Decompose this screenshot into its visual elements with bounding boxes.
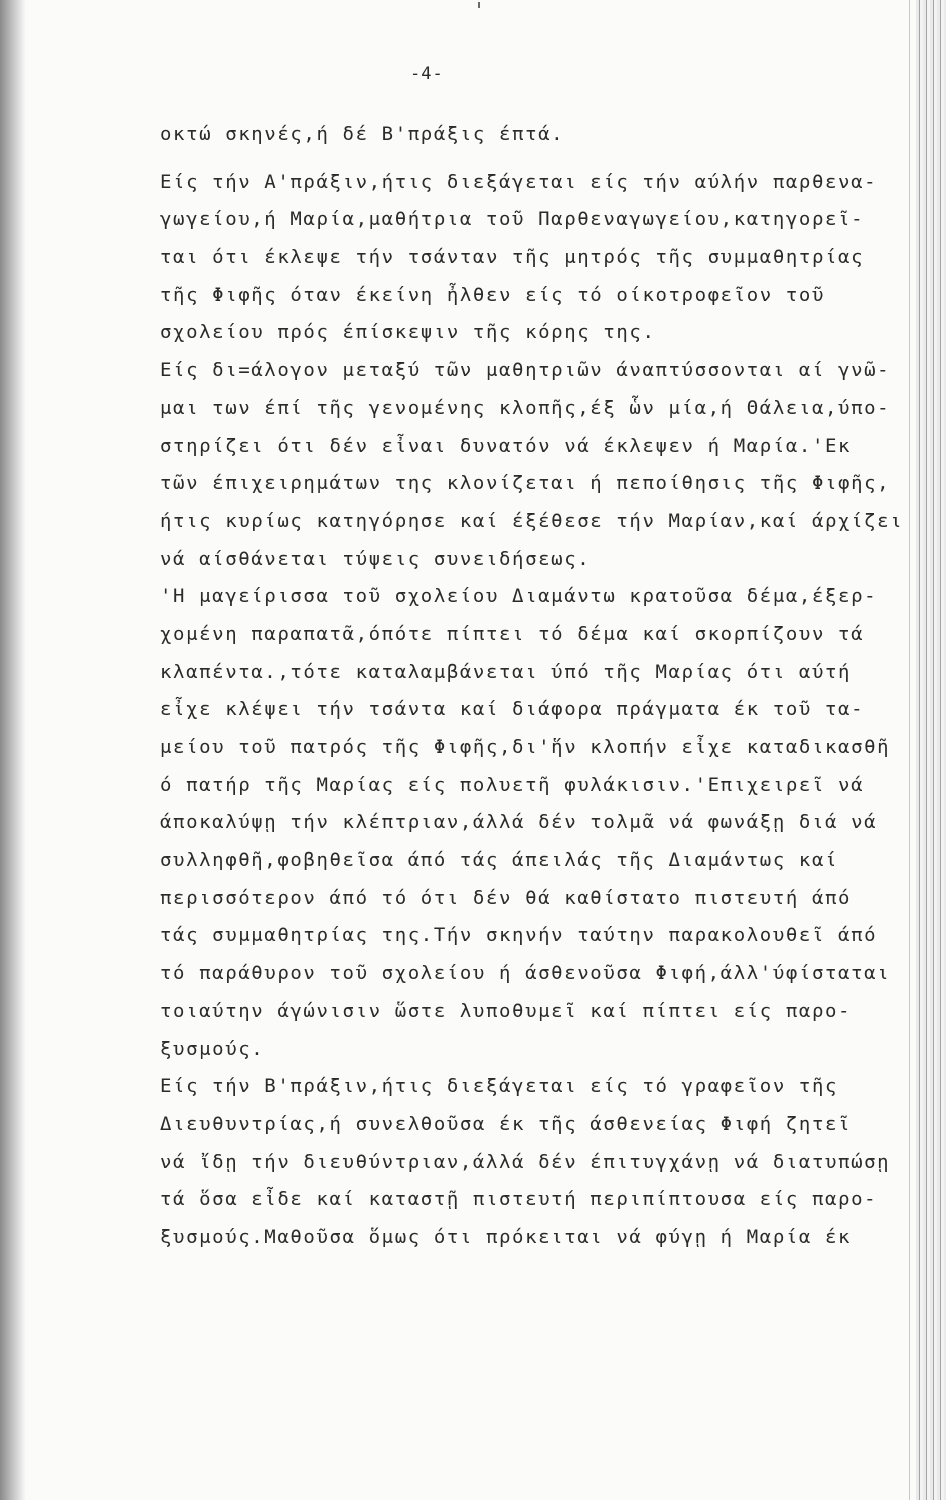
text-line: άποκαλύψῃ τήν κλέπτριαν,άλλά δέν τολμᾶ νά φωνάξῃ διά νά xyxy=(160,811,878,834)
text-line: στηρίζει ότι δέν εἶναι δυνατόν νά έκλεψεν ή Μαρία.'Εκ xyxy=(160,434,852,457)
text-line: περισσότερον άπό τό ότι δέν θά καθίστατο πιστευτή άπό xyxy=(160,886,852,909)
text-line: Είς δι=άλογον μεταξύ τῶν μαθητριῶν άναπτύσσονται αί γνῶ- xyxy=(160,359,891,382)
text-line: μαι των έπί τῆς γενομένης κλοπῆς,έξ ὧν μία,ή Θάλεια,ύπο- xyxy=(160,396,891,419)
typewritten-text xyxy=(160,116,906,1257)
text-line: σχολείου πρός έπίσκεψιν τῆς κόρης της. xyxy=(160,321,656,344)
text-line: χομένη παραπατᾶ,όπότε πίπτει τό δέμα καί σκορπίζουν τά xyxy=(160,622,865,645)
text-line: τῆς Φιφῆς όταν έκείνη ἦλθεν είς τό οίκοτροφεῖον τοῦ xyxy=(160,283,825,306)
text-line: τά ὅσα εἶδε καί καταστῇ πιστευτή περιπίπτουσα είς παρο- xyxy=(160,1188,878,1211)
text-line: ξυσμούς. xyxy=(160,1037,265,1060)
text-line: Διευθυντρίας,ή συνελθοῦσα έκ τῆς άσθενείας Φιφή ζητεῖ xyxy=(160,1112,852,1135)
text-line: ήτις κυρίως κατηγόρησε καί έξέθεσε τήν Μαρίαν,καί άρχίζει xyxy=(160,509,904,532)
text-line: τάς συμμαθητρίας της.Τήν σκηνήν ταύτην παρακολουθεῖ άπό xyxy=(160,924,878,947)
text-line: συλληφθῆ,φοβηθεῖσα άπό τάς άπειλάς τῆς Διαμάντως καί xyxy=(160,849,839,872)
text-line: 'Η μαγείρισσα τοῦ σχολείου Διαμάντω κρατοῦσα δέμα,έξερ- xyxy=(160,585,878,608)
text-line: νά αίσθάνεται τύψεις συνειδήσεως. xyxy=(160,547,591,570)
text-line: κλαπέντα.,τότε καταλαμβάνεται ύπό τῆς Μαρίας ότι αύτή xyxy=(160,660,852,683)
text-line: τοιαύτην άγώνισιν ὥστε λυποθυμεῖ καί πίπτει είς παρο- xyxy=(160,999,852,1022)
page-number: -4- xyxy=(410,64,444,84)
text-line: ό πατήρ τῆς Μαρίας είς πολυετῆ φυλάκισιν.'Επιχειρεῖ νά xyxy=(160,773,865,796)
text-line: τῶν έπιχειρημάτων της κλονίζεται ή πεποίθησις τῆς Φιφῆς, xyxy=(160,472,891,495)
scan-binding-right xyxy=(916,0,946,1500)
text-line: ται ότι έκλεψε τήν τσάνταν τῆς μητρός τῆς συμμαθητρίας xyxy=(160,246,865,269)
text-line: εἶχε κλέψει τήν τσάντα καί διάφορα πράγματα έκ τοῦ τα- xyxy=(160,698,865,721)
binding-line xyxy=(909,0,910,1500)
text-line: γωγείου,ή Μαρία,μαθήτρια τοῦ Παρθεναγωγείου,κατηγορεῖ- xyxy=(160,208,865,231)
text-line: οκτώ σκηνές,ή δέ Β'πράξις έπτά. xyxy=(160,123,565,145)
text-line: τό παράθυρον τοῦ σχολείου ή άσθενοῦσα Φιφή,άλλ'ύφίσταται xyxy=(160,962,891,985)
text-line: Είς τήν Α'πράξιν,ήτις διεξάγεται είς τήν αύλήν παρθενα- xyxy=(160,170,878,193)
scan-speck xyxy=(478,2,480,8)
text-line: μείου τοῦ πατρός τῆς Φιφῆς,δι'ἥν κλοπήν εἶχε καταδικασθῆ xyxy=(160,736,891,758)
scan-shadow-left xyxy=(0,0,26,1500)
text-line: ξυσμούς.Μαθοῦσα ὅμως ότι πρόκειται νά φύγῃ ή Μαρία έκ xyxy=(160,1225,852,1248)
text-line: Είς τήν Β'πράξιν,ήτις διεξάγεται είς τό γραφεῖον τῆς xyxy=(160,1075,839,1098)
text-line: νά ἴδῃ τήν διευθύντριαν,άλλά δέν έπιτυγχάνῃ νά διατυπώσῃ xyxy=(160,1150,891,1173)
